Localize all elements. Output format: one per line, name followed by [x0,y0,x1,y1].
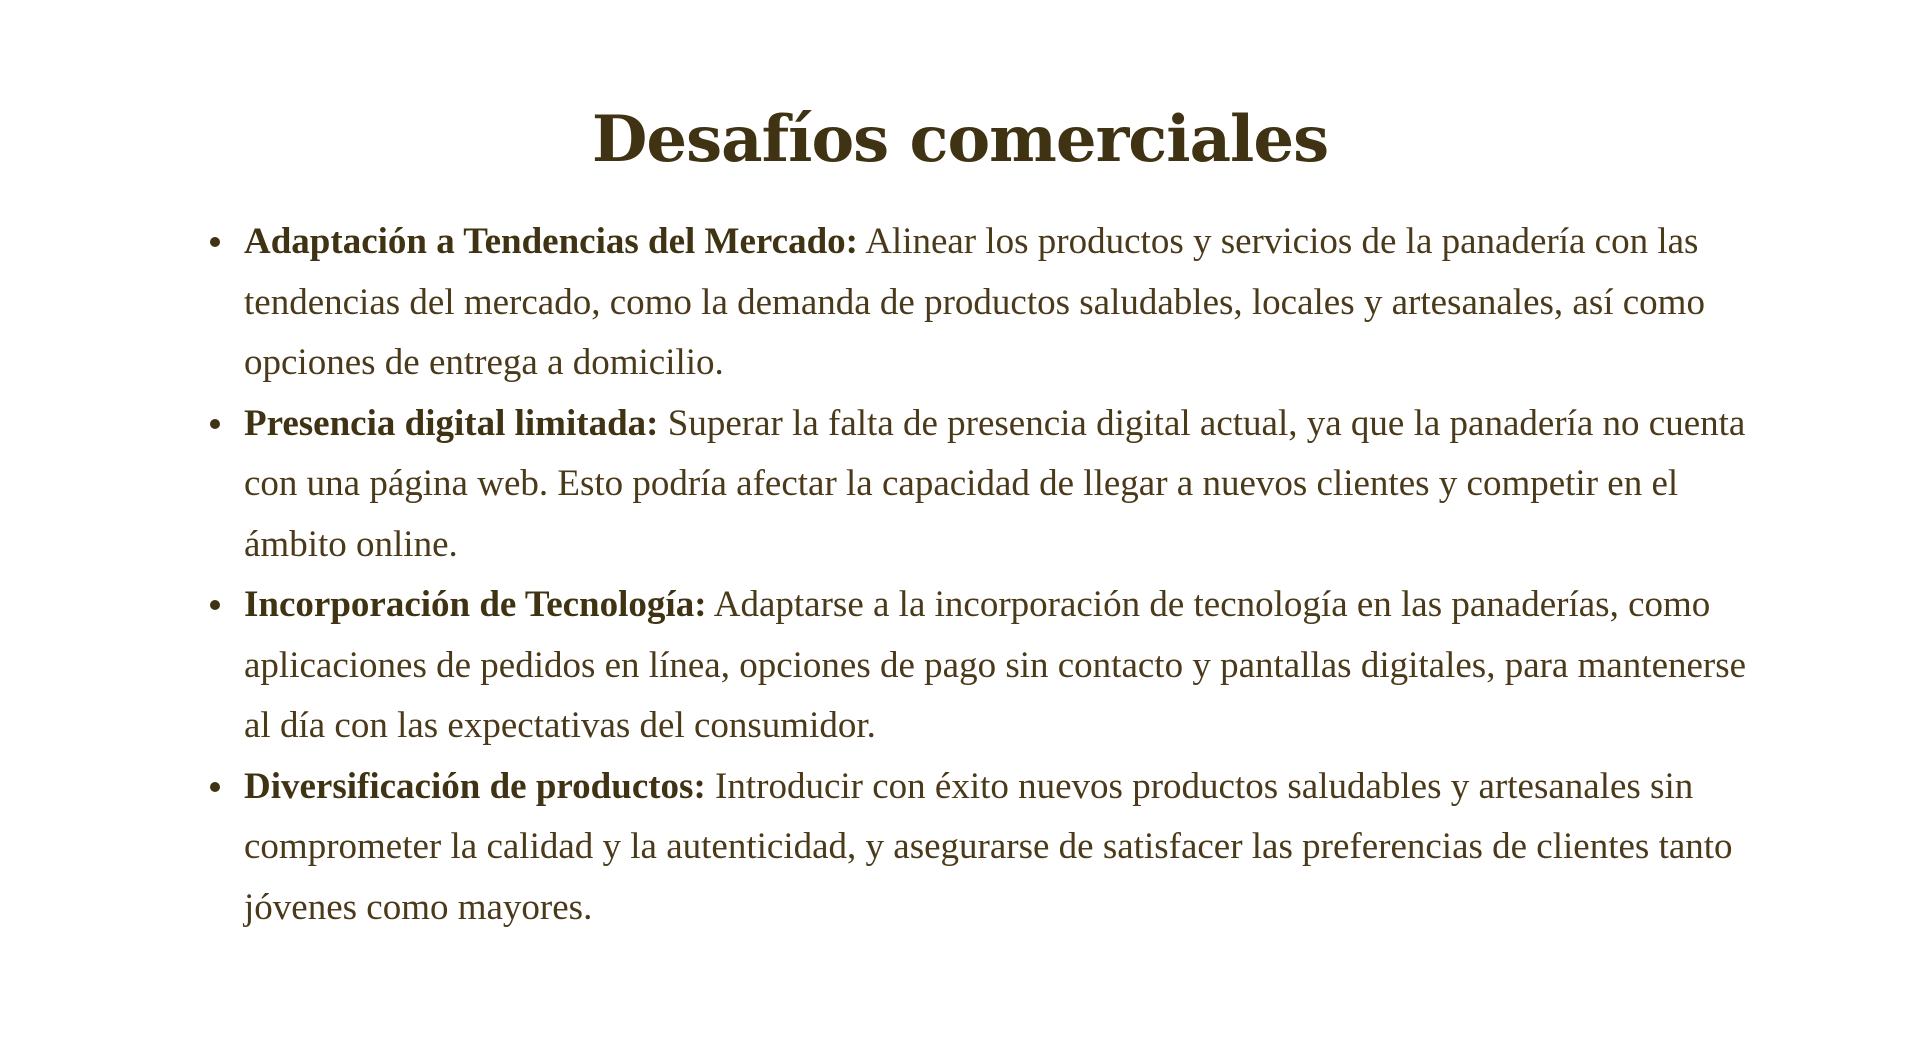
list-item-text: Introducir con éxito nuevos productos saludables y artesanales sin comprometer la calidad y la autenticidad, y asegurarse de satisfacer las preferencias de clientes tanto jóvenes como mayores. [244,765,1733,928]
list-item-text: Alinear los productos y servicios de la panadería con las tendencias del mercado, como la demanda de productos saludables, locales y artesanales, así como opciones de entrega a domicilio. [244,221,1705,383]
list-item-heading: Diversificación de productos: [244,765,706,807]
list-item-text: Adaptarse a la incorporación de tecnología en las panaderías, como aplicaciones de pedidos en línea, opciones de pago sin contacto y pantallas digitales, para mantenerse al día con las expectativas del consumidor. [244,584,1747,746]
bullet-icon [210,237,220,247]
challenges-list [210,212,1764,938]
bullet-icon [210,600,220,610]
list-item-heading: Adaptación a Tendencias del Mercado: [244,221,858,262]
bullet-icon [210,419,220,429]
list-item [244,757,1764,939]
list-item [244,575,1764,757]
list-item-text: Superar la falta de presencia digital actual, ya que la panadería no cuenta con una página web. Esto podría afectar la capacidad de llegar a nuevos clientes y competir en el ámbito online. [244,402,1746,565]
list-item [244,394,1764,576]
bullet-icon [210,782,220,792]
list-item [244,212,1764,394]
list-item-heading: Incorporación de Tecnología: [244,584,707,625]
list-item-heading: Presencia digital limitada: [244,402,659,444]
page-title: Desafíos comerciales [591,102,1329,177]
